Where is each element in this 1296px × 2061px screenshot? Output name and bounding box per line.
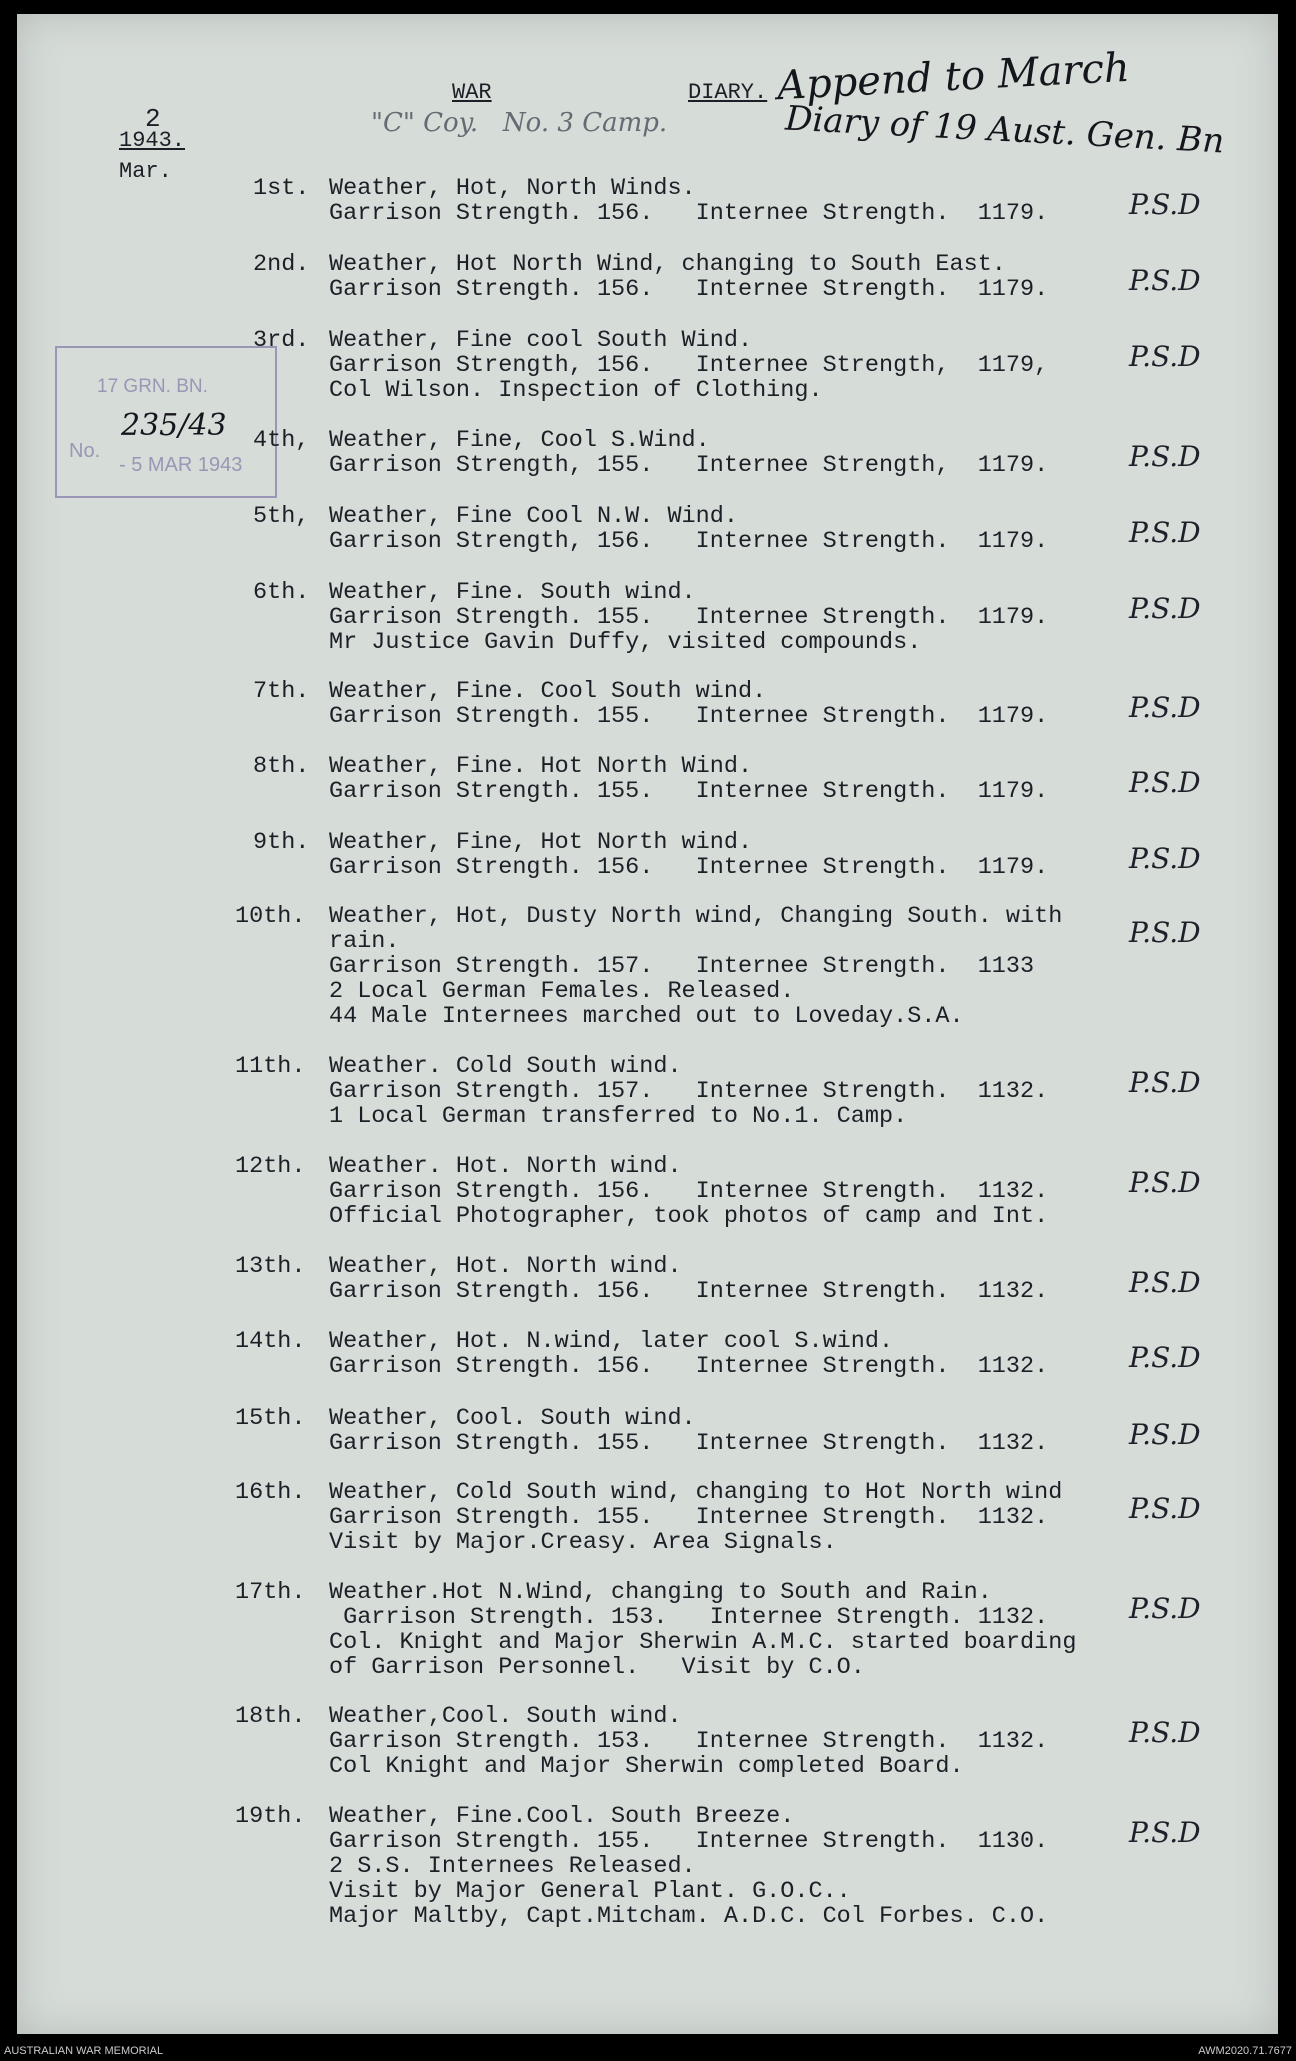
entry-line: Garrison Strength. 156. Internee Strength. 1132. <box>329 1278 1049 1305</box>
entry-line: Weather, Cool. South wind. <box>329 1405 696 1432</box>
entry-line: Official Photographer, took photos of camp and Int. <box>329 1203 1049 1230</box>
entry-day: 15th. <box>235 1405 306 1432</box>
entry-line: Visit by Major.Creasy. Area Signals. <box>329 1529 837 1556</box>
entry-line: 1 Local German transferred to No.1. Camp. <box>329 1103 908 1130</box>
entry-line: Weather, Hot. North wind. <box>329 1253 682 1280</box>
entry-initials: P.S.D <box>1129 1166 1201 1199</box>
entry-day: 8th. <box>253 753 310 780</box>
entry-initials: P.S.D <box>1129 842 1201 875</box>
year-label: 1943. <box>119 128 186 153</box>
entry-line: Garrison Strength. 155. Internee Strength. 1132. <box>329 1504 1049 1531</box>
entry-line: Garrison Strength. 157. Internee Strength. 1133 <box>329 953 1035 980</box>
entry-line: Garrison Strength, 156. Internee Strength. 1179. <box>329 528 1049 555</box>
diary-page <box>17 14 1278 2034</box>
entry-day: 11th. <box>235 1053 306 1080</box>
handwritten-append-note: Append to March <box>776 44 1131 110</box>
stamp-date: - 5 MAR 1943 <box>119 454 243 476</box>
entry-day: 16th. <box>235 1479 306 1506</box>
war-heading: WAR <box>452 80 492 105</box>
entry-day: 13th. <box>235 1253 306 1280</box>
entry-line: Garrison Strength. 155. Internee Strength. 1179. <box>329 778 1049 805</box>
stamp-unit: 17 GRN. BN. <box>97 376 208 397</box>
entry-initials: P.S.D <box>1129 592 1201 625</box>
entry-day: 9th. <box>253 829 310 856</box>
entry-day: 17th. <box>235 1579 306 1606</box>
entry-line: Garrison Strength, 156. Internee Strength, 1179, <box>329 352 1049 379</box>
entry-line: Weather, Hot. N.wind, later cool S.wind. <box>329 1328 894 1355</box>
entry-line: Weather, Fine. South wind. <box>329 579 696 606</box>
entry-line: Weather, Fine cool South Wind. <box>329 327 753 354</box>
entry-day: 2nd. <box>253 251 310 278</box>
entry-initials: P.S.D <box>1129 440 1201 473</box>
entry-line: Garrison Strength. 155. Internee Strength. 1130. <box>329 1828 1049 1855</box>
entry-line: Weather, Hot North Wind, changing to South East. <box>329 251 1006 278</box>
entry-line: Visit by Major General Plant. G.O.C.. <box>329 1878 851 1905</box>
entry-initials: P.S.D <box>1129 1492 1201 1525</box>
entry-line: Weather, Cold South wind, changing to Hot North wind <box>329 1479 1063 1506</box>
entry-initials: P.S.D <box>1129 516 1201 549</box>
stamp-number: 235/43 <box>121 408 227 443</box>
entry-line: Weather. Cold South wind. <box>329 1053 682 1080</box>
entry-line: Weather, Fine, Cool S.Wind. <box>329 427 710 454</box>
entry-initials: P.S.D <box>1129 1066 1201 1099</box>
entry-line: Weather, Fine Cool N.W. Wind. <box>329 503 738 530</box>
entry-line: 44 Male Internees marched out to Loveday.S.A. <box>329 1003 964 1030</box>
footer-left: AUSTRALIAN WAR MEMORIAL <box>4 2045 164 2057</box>
entry-line: Garrison Strength. 156. Internee Strength. 1179. <box>329 200 1049 227</box>
entry-line: Garrison Strength. 155. Internee Strength. 1179. <box>329 703 1049 730</box>
entry-line: Weather, Fine. Hot North Wind. <box>329 753 753 780</box>
entry-line: Garrison Strength. 156. Internee Strength. 1179. <box>329 854 1049 881</box>
entry-initials: P.S.D <box>1129 264 1201 297</box>
entry-day: 14th. <box>235 1328 306 1355</box>
entry-initials: P.S.D <box>1129 1816 1201 1849</box>
entry-initials: P.S.D <box>1129 1418 1201 1451</box>
month-label: Mar. <box>119 159 172 184</box>
page-mark: 2 <box>145 104 161 134</box>
entry-day: 7th. <box>253 678 310 705</box>
entry-initials: P.S.D <box>1129 766 1201 799</box>
entry-line: Garrison Strength. 153. Internee Strength. 1132. <box>329 1604 1049 1631</box>
entry-line: Weather, Fine.Cool. South Breeze. <box>329 1803 795 1830</box>
entry-initials: P.S.D <box>1129 340 1201 373</box>
stamp-no-label: No. <box>69 440 101 462</box>
entry-line: Weather, Hot, North Winds. <box>329 175 696 202</box>
entry-day: 1st. <box>253 175 310 202</box>
entry-line: Garrison Strength, 155. Internee Strength, 1179. <box>329 452 1049 479</box>
entry-day: 18th. <box>235 1703 306 1730</box>
entry-line: Col Knight and Major Sherwin completed Board. <box>329 1753 964 1780</box>
entry-initials: P.S.D <box>1129 916 1201 949</box>
entry-line: 2 S.S. Internees Released. <box>329 1853 696 1880</box>
entry-day: 3rd. <box>253 327 310 354</box>
entry-initials: P.S.D <box>1129 1592 1201 1625</box>
entry-line: Major Maltby, Capt.Mitcham. A.D.C. Col Forbes. C.O. <box>329 1903 1049 1930</box>
entry-line: Garrison Strength. 155. Internee Strength. 1132. <box>329 1430 1049 1457</box>
entry-initials: P.S.D <box>1129 691 1201 724</box>
entry-line: Col. Knight and Major Sherwin A.M.C. started boarding <box>329 1629 1077 1656</box>
entry-line: Mr Justice Gavin Duffy, visited compounds. <box>329 629 922 656</box>
handwritten-diary-note: Diary of 19 Aust. Gen. Bn <box>784 98 1226 162</box>
entry-line: Col Wilson. Inspection of Clothing. <box>329 377 823 404</box>
entry-line: Garrison Strength. 156. Internee Strength. 1179. <box>329 276 1049 303</box>
entry-line: Garrison Strength. 157. Internee Strength. 1132. <box>329 1078 1049 1105</box>
entry-initials: P.S.D <box>1129 1716 1201 1749</box>
entry-line: Garrison Strength. 155. Internee Strength. 1179. <box>329 604 1049 631</box>
entry-line: Weather, Fine, Hot North wind. <box>329 829 753 856</box>
entry-line: Weather, Hot, Dusty North wind, Changing South. with <box>329 903 1063 930</box>
diary-heading: DIARY. <box>688 80 768 105</box>
entry-line: Weather, Fine. Cool South wind. <box>329 678 767 705</box>
entry-initials: P.S.D <box>1129 1266 1201 1299</box>
handwritten-unit: "C" Coy. No. 3 Camp. <box>371 108 668 138</box>
entry-day: 6th. <box>253 579 310 606</box>
entry-line: Garrison Strength. 156. Internee Strength. 1132. <box>329 1178 1049 1205</box>
entry-line: rain. <box>329 928 400 955</box>
entry-line: Weather.Hot N.Wind, changing to South and Rain. <box>329 1579 992 1606</box>
entry-line: Garrison Strength. 153. Internee Strength. 1132. <box>329 1728 1049 1755</box>
entry-line: Weather. Hot. North wind. <box>329 1153 682 1180</box>
entry-day: 12th. <box>235 1153 306 1180</box>
entry-line: 2 Local German Females. Released. <box>329 978 795 1005</box>
entry-day: 4th, <box>253 427 310 454</box>
entry-line: Garrison Strength. 156. Internee Strength. 1132. <box>329 1353 1049 1380</box>
entry-initials: P.S.D <box>1129 1341 1201 1374</box>
entry-line: of Garrison Personnel. Visit by C.O. <box>329 1654 865 1681</box>
entry-line: Weather,Cool. South wind. <box>329 1703 682 1730</box>
entry-day: 19th. <box>235 1803 306 1830</box>
entry-day: 5th, <box>253 503 310 530</box>
footer-right: AWM2020.71.7677 <box>1198 2045 1292 2057</box>
entry-day: 10th. <box>235 903 306 930</box>
entry-initials: P.S.D <box>1129 188 1201 221</box>
